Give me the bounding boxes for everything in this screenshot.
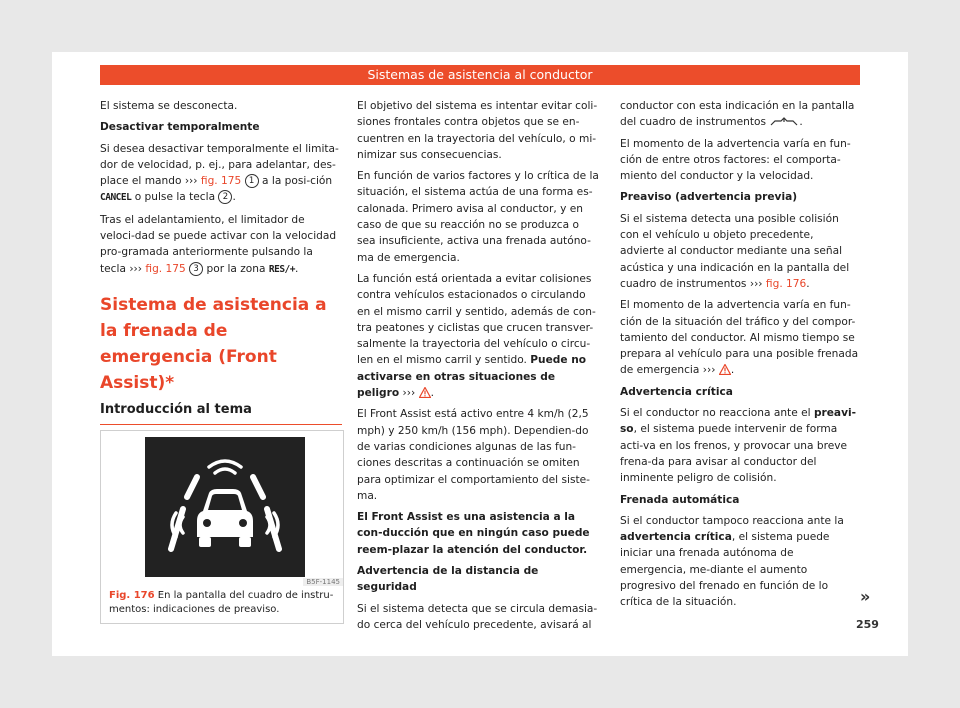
continue-mark: » bbox=[860, 587, 871, 606]
subheading-critica: Advertencia crítica bbox=[620, 385, 733, 398]
section-title: Sistema de asistencia a la frenada de emergencia (Front Assist)* bbox=[100, 294, 327, 393]
paragraph: Si el conductor tampoco reacciona ante la advertencia crítica, el sistema puede iniciar una frenada autónoma de emergencia, me-diante el aumento progresivo del frenado en función de lo crítica de la situación. bbox=[620, 514, 844, 609]
column-middle bbox=[357, 98, 599, 638]
subheading-frenada: Frenada automática bbox=[620, 493, 740, 506]
paragraph: Si desea desactivar temporalmente el limita-dor de velocidad, p. ej., para adelantar, des-place el mando ››› fig. 175 1 a la posi-ción CANCEL o pulse la tecla 2 . bbox=[100, 142, 339, 204]
paragraph: Si el conductor no reacciona ante el preavi-so, el sistema puede intervenir de forma acti-va en los frenos, y provocar una breve frena-da para avisar al conductor del inminente peligro de colisión. bbox=[620, 407, 857, 485]
paragraph: El Front Assist está activo entre 4 km/h (2,5 mph) y 250 km/h (156 mph). Dependien-do de varias condiciones algunas de las fun-ciones descritas a continuación se omiten para optimizar el comportamiento del siste-ma. bbox=[357, 408, 590, 502]
fig-ref-link[interactable]: fig. 175 bbox=[145, 262, 186, 275]
distance-warning-icon bbox=[769, 116, 799, 127]
subheading-preaviso: Preaviso (advertencia previa) bbox=[620, 191, 798, 204]
column-right bbox=[620, 98, 860, 616]
paragraph: Tras el adelantamiento, el limitador de veloci-dad se puede activar con la velocidad pro-gramada anteriormente pulsando la tecla ››› fig. 175 3 por la zona RES/+. bbox=[100, 213, 337, 275]
paragraph-emphasis: El Front Assist es una asistencia a la con-ducción que en ningún caso puede reem-plazar la atención del conductor. bbox=[357, 511, 590, 556]
fig-ref-link[interactable]: fig. 175 bbox=[200, 175, 242, 188]
cancel-key-label: CANCEL bbox=[100, 192, 132, 204]
column-left bbox=[100, 98, 342, 431]
paragraph: El momento de la advertencia varía en fun-ción de entre otros factores: el comporta-miento del conductor y la velocidad. bbox=[620, 137, 851, 183]
warning-icon bbox=[419, 387, 431, 398]
res-key-label: RES/+ bbox=[268, 263, 295, 275]
callout-number: 2 bbox=[218, 190, 232, 204]
paragraph: Si el sistema detecta que se circula demasia-do cerca del vehículo precedente, avisará al bbox=[357, 602, 598, 631]
figure-176 bbox=[100, 430, 344, 624]
paragraph: El objetivo del sistema es intentar evitar coli-siones frontales contra objetos que se en-cuentren en la trayectoria del vehículo, o mi-nimizar sus consecuencias. bbox=[357, 100, 598, 161]
warning-icon bbox=[719, 364, 731, 375]
subheading-desactivar: Desactivar temporalmente bbox=[100, 121, 260, 134]
fig-ref-link[interactable]: fig. 176 bbox=[765, 277, 807, 290]
figure-caption: Fig. 176 En la pantalla del cuadro de instru-mentos: indicaciones de preaviso. bbox=[109, 590, 334, 615]
subsection-title: Introducción al tema bbox=[100, 402, 342, 425]
subheading-distancia: Advertencia de la distancia de seguridad bbox=[357, 565, 539, 594]
paragraph: La función está orientada a evitar colisiones contra vehículos estacionados o circulando en el mismo carril y sentido, además de con-tra peatones y ciclistas que crucen transver-salmente la trayectoria del vehículo o circu-len en el mismo carril y sentido. Puede no activarse en otras situaciones de peligro ››› . bbox=[357, 272, 596, 400]
paragraph: conductor con esta indicación en la pantalla del cuadro de instrumentos . bbox=[620, 100, 855, 129]
front-assist-warning-icon bbox=[145, 437, 305, 577]
page-number: 259 bbox=[856, 618, 879, 631]
paragraph: El momento de la advertencia varía en fun-ción de la situación del tráfico y del compor-tamiento del conductor. Al mismo tiempo se prepara al vehículo para una posible frenada de emergencia ››› . bbox=[620, 299, 859, 377]
figure-code: B5F-1145 bbox=[303, 578, 343, 586]
instrument-display bbox=[145, 437, 305, 577]
paragraph: En función de varios factores y lo crítica de la situación, el sistema actúa de una forma es-calonada. Primero avisa al conductor, y en caso de que su reacción no se produzca o sea insuficiente, activa una frenada autóno-ma de emergencia. bbox=[357, 170, 599, 264]
paragraph: Si el sistema detecta una posible colisión con el vehículo u objeto precedente, advierte al conductor mediante una señal acústica y una indicación en la pantalla del cuadro de instrumentos ››› fig. 176. bbox=[620, 212, 850, 290]
callout-number: 3 bbox=[189, 262, 203, 276]
section-header: Sistemas de asistencia al conductor bbox=[100, 65, 860, 85]
manual-page bbox=[52, 52, 908, 656]
paragraph: El sistema se desconecta. bbox=[100, 100, 238, 112]
callout-number: 1 bbox=[245, 174, 259, 188]
